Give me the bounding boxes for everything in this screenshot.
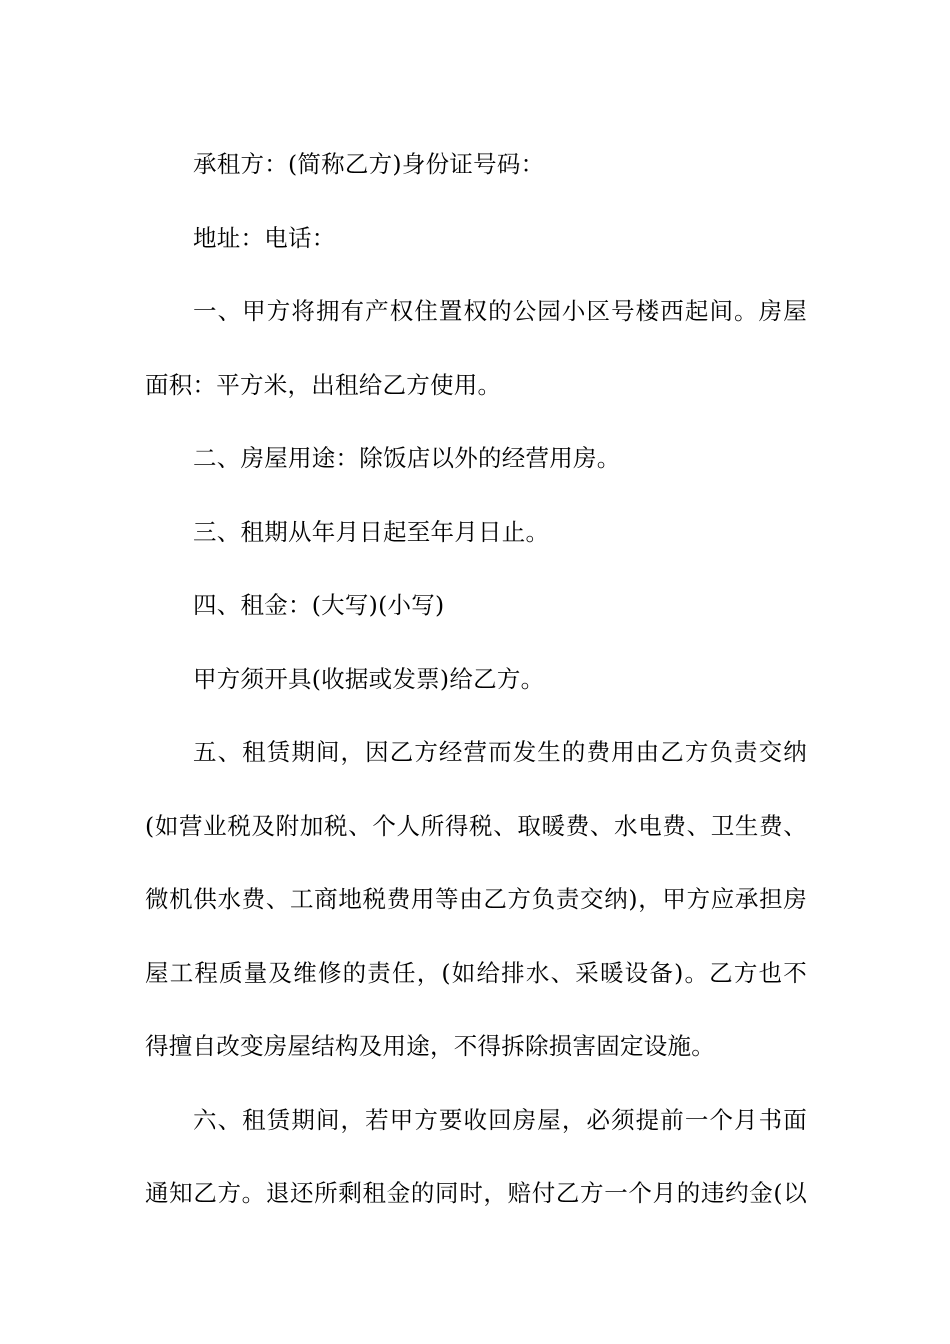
clause-2: 二、房屋用途：除饭店以外的经营用房。 bbox=[193, 444, 621, 472]
clause-1-line-2: 面积：平方米，出租给乙方使用。 bbox=[145, 370, 502, 399]
clause-5-line-4: 屋工程质量及维修的责任，(如给排水、采暖设备)。乙方也不 bbox=[145, 958, 807, 987]
clause-6-line-2: 通知乙方。退还所剩租金的同时，赔付乙方一个月的违约金(以 bbox=[145, 1179, 807, 1207]
clause-5-line-2: (如营业税及附加税、个人所得税、取暖费、水电费、卫生费、 bbox=[145, 811, 807, 840]
clause-1-line-1: 一、甲方将拥有产权住置权的公园小区号楼西起间。房屋 bbox=[193, 297, 807, 325]
paragraph-address-phone: 地址：电话： bbox=[193, 223, 336, 252]
clause-6-line-1: 六、租赁期间，若甲方要收回房屋，必须提前一个月书面 bbox=[193, 1105, 807, 1134]
clause-4: 四、租金：(大写)(小写) bbox=[193, 591, 445, 619]
document-body bbox=[145, 128, 807, 1231]
paragraph-lessee-id: 承租方：(简称乙方)身份证号码： bbox=[193, 150, 545, 178]
clause-4-receipt: 甲方须开具(收据或发票)给乙方。 bbox=[193, 664, 545, 693]
clause-5-line-1: 五、租赁期间，因乙方经营而发生的费用由乙方负责交纳 bbox=[193, 738, 807, 766]
clause-5-line-3: 微机供水费、工商地税费用等由乙方负责交纳)，甲方应承担房 bbox=[145, 885, 807, 913]
clause-3: 三、租期从年月日起至年月日止。 bbox=[193, 517, 550, 546]
clause-5-line-5: 得擅自改变房屋结构及用途，不得拆除损害固定设施。 bbox=[145, 1032, 715, 1060]
